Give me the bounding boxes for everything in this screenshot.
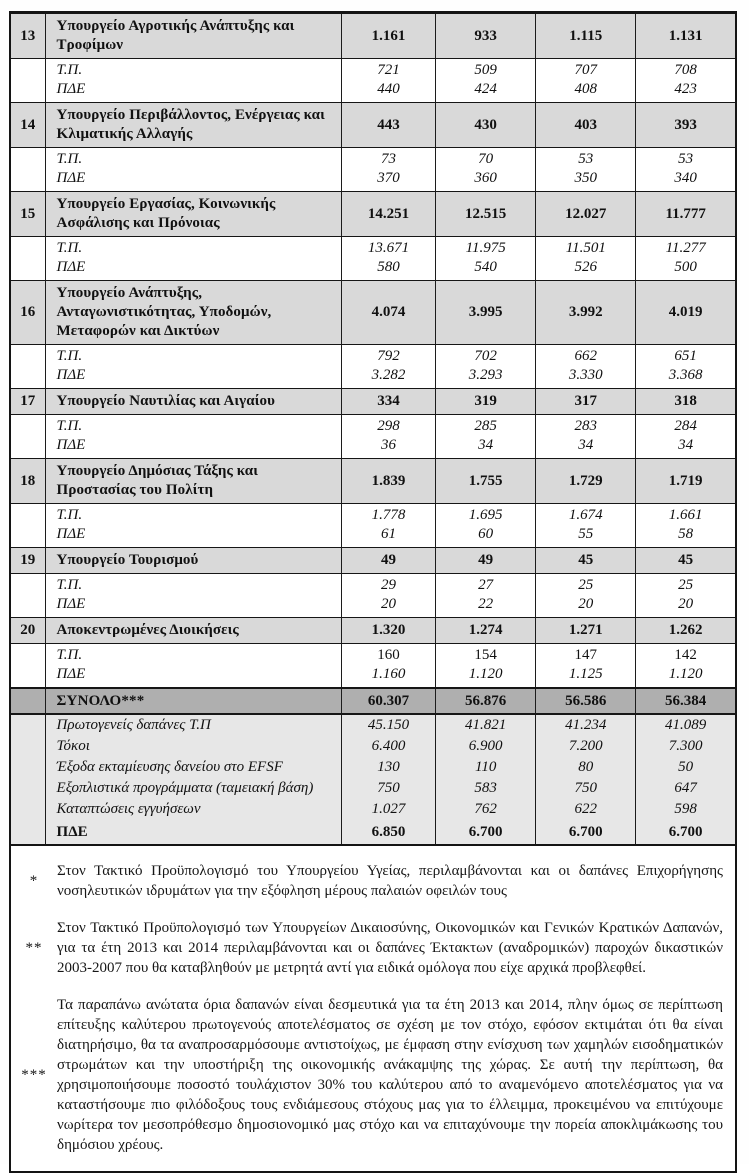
footnote bbox=[11, 918, 729, 978]
tp-row bbox=[11, 644, 735, 666]
tp-value: 651 bbox=[636, 345, 735, 367]
row-number: 20 bbox=[11, 618, 45, 644]
pde-row bbox=[11, 80, 735, 103]
summary-value: 750 bbox=[536, 778, 636, 799]
empty-cell bbox=[11, 714, 45, 736]
budget-total-value: 11.777 bbox=[636, 192, 735, 237]
budget-total-value: 1.839 bbox=[341, 459, 435, 504]
total-row bbox=[11, 688, 735, 714]
pde-value: 440 bbox=[341, 80, 435, 103]
tp-row bbox=[11, 345, 735, 367]
total-value: 56.876 bbox=[436, 688, 536, 714]
tp-row bbox=[11, 237, 735, 259]
summary-value: 41.821 bbox=[436, 714, 536, 736]
empty-cell bbox=[11, 757, 45, 778]
pde-value: 3.368 bbox=[636, 366, 735, 389]
empty-cell bbox=[11, 258, 45, 281]
budget-total-value: 317 bbox=[536, 389, 636, 415]
pde-row bbox=[11, 595, 735, 618]
tp-value: 708 bbox=[636, 59, 735, 81]
pde-value: 1.120 bbox=[636, 665, 735, 688]
summary-value: 80 bbox=[536, 757, 636, 778]
tp-value: 721 bbox=[341, 59, 435, 81]
ministry-row bbox=[11, 14, 735, 59]
pde-value: 500 bbox=[636, 258, 735, 281]
summary-value: 598 bbox=[636, 799, 735, 820]
footnote-text: Στον Τακτικό Προϋπολογισμό του Υπουργείου Υγείας, περιλαμβάνονται και οι δαπάνες Επιχορήγησης νοσηλευτικών ιδρυμάτων για την εξόφληση μέρους παλαιών οφειλών τους bbox=[57, 863, 723, 899]
summary-row bbox=[11, 757, 735, 778]
total-value: 56.384 bbox=[636, 688, 735, 714]
pde-value: 540 bbox=[436, 258, 536, 281]
budget-total-value: 12.515 bbox=[436, 192, 536, 237]
ministry-name: Υπουργείο Ανάπτυξης, Ανταγωνιστικότητας, Υποδομών, Μεταφορών και Δικτύων bbox=[45, 281, 341, 345]
empty-cell bbox=[11, 644, 45, 666]
tp-value: 11.277 bbox=[636, 237, 735, 259]
summary-label: Έξοδα εκταμίευσης δανείου στο EFSF bbox=[45, 757, 341, 778]
tp-label: Τ.Π. bbox=[45, 345, 341, 367]
footnote bbox=[11, 861, 729, 901]
pde-label: ΠΔΕ bbox=[45, 665, 341, 688]
summary-row bbox=[11, 736, 735, 757]
tp-value: 284 bbox=[636, 415, 735, 437]
ministry-name: Υπουργείο Ναυτιλίας και Αιγαίου bbox=[45, 389, 341, 415]
tp-value: 662 bbox=[536, 345, 636, 367]
tp-value: 11.975 bbox=[436, 237, 536, 259]
tp-label: Τ.Π. bbox=[45, 574, 341, 596]
pde-row bbox=[11, 436, 735, 459]
tp-value: 73 bbox=[341, 148, 435, 170]
tp-value: 25 bbox=[636, 574, 735, 596]
budget-total-value: 318 bbox=[636, 389, 735, 415]
ministry-row bbox=[11, 459, 735, 504]
budget-total-value: 393 bbox=[636, 103, 735, 148]
empty-cell bbox=[11, 665, 45, 688]
row-number: 16 bbox=[11, 281, 45, 345]
summary-row bbox=[11, 778, 735, 799]
summary-value: 6.900 bbox=[436, 736, 536, 757]
summary-value: 6.700 bbox=[636, 820, 735, 844]
summary-value: 130 bbox=[341, 757, 435, 778]
budget-total-value: 1.755 bbox=[436, 459, 536, 504]
empty-cell bbox=[11, 525, 45, 548]
footnote-marker: * bbox=[29, 872, 39, 889]
tp-value: 1.661 bbox=[636, 504, 735, 526]
pde-value: 3.293 bbox=[436, 366, 536, 389]
budget-total-value: 1.274 bbox=[436, 618, 536, 644]
budget-total-value: 1.115 bbox=[536, 14, 636, 59]
pde-row bbox=[11, 366, 735, 389]
empty-cell bbox=[11, 59, 45, 81]
ministry-name: Αποκεντρωμένες Διοικήσεις bbox=[45, 618, 341, 644]
budget-total-value: 443 bbox=[341, 103, 435, 148]
tp-label: Τ.Π. bbox=[45, 237, 341, 259]
ministry-group-20 bbox=[11, 618, 735, 689]
summary-label: Καταπτώσεις εγγυήσεων bbox=[45, 799, 341, 820]
pde-label: ΠΔΕ bbox=[45, 436, 341, 459]
summary-value: 750 bbox=[341, 778, 435, 799]
pde-value: 34 bbox=[536, 436, 636, 459]
tp-value: 27 bbox=[436, 574, 536, 596]
pde-label: ΠΔΕ bbox=[45, 258, 341, 281]
ministry-row bbox=[11, 192, 735, 237]
empty-cell bbox=[11, 504, 45, 526]
footnote-marker: *** bbox=[21, 1066, 47, 1083]
tp-value: 1.778 bbox=[341, 504, 435, 526]
tp-value: 147 bbox=[536, 644, 636, 666]
pde-value: 370 bbox=[341, 169, 435, 192]
ministry-row bbox=[11, 103, 735, 148]
budget-total-value: 1.320 bbox=[341, 618, 435, 644]
footnote-text: Τα παραπάνω ανώτατα όρια δαπανών είναι δεσμευτικά για τα έτη 2013 και 2014, πλην όμως σε περίπτωση επίτευξης καλύτερου πρωτογενούς αποτελέσματος σε σχέση με τον στόχο, εφόσον εκτιμάται ότι θα είναι διατηρήσιμο, θα τα αναπροσαρμόσουμε αντιστοίχως, με έμφαση στην ενίσχυση των χαμηλών εισοδηματικών στρωμάτων και την υποστήριξη της οικονομικής ανάκαμψης της χώρας. Σε αυτή την περίπτωση, θα χρησιμοποιήσουμε ποσοστό τουλάχιστον 30% του καλύτερου από το αναμενόμενο αποτελέσματος για να καταστήσουμε πιο φιλόδοξους τους ενδιάμεσους στόχους μας για το έλλειμμα, προκειμένου να επιτύχουμε νωρίτερα τον μεσοπρόθεσμο δημοσιονομικό μας στόχο και να επιταχύνουμε την πορεία αποκλιμάκωσης του δημόσιου χρέους. bbox=[57, 997, 723, 1153]
empty-cell bbox=[11, 574, 45, 596]
budget-total-value: 45 bbox=[636, 548, 735, 574]
tp-label: Τ.Π. bbox=[45, 644, 341, 666]
footnotes-section bbox=[11, 844, 735, 1171]
pde-value: 340 bbox=[636, 169, 735, 192]
tp-row bbox=[11, 415, 735, 437]
tp-value: 11.501 bbox=[536, 237, 636, 259]
summary-value: 41.234 bbox=[536, 714, 636, 736]
budget-total-value: 430 bbox=[436, 103, 536, 148]
ministry-group-16 bbox=[11, 281, 735, 389]
pde-label: ΠΔΕ bbox=[45, 366, 341, 389]
pde-value: 36 bbox=[341, 436, 435, 459]
empty-cell bbox=[11, 688, 45, 714]
total-label: ΣΥΝΟΛΟ*** bbox=[45, 688, 341, 714]
pde-label: ΠΔΕ bbox=[45, 595, 341, 618]
budget-table bbox=[11, 13, 735, 844]
total-value: 60.307 bbox=[341, 688, 435, 714]
ministry-name: Υπουργείο Εργασίας, Κοινωνικής Ασφάλισης και Πρόνοιας bbox=[45, 192, 341, 237]
summary-row bbox=[11, 714, 735, 736]
empty-cell bbox=[11, 436, 45, 459]
summary-section bbox=[11, 714, 735, 844]
empty-cell bbox=[11, 799, 45, 820]
tp-label: Τ.Π. bbox=[45, 59, 341, 81]
tp-value: 142 bbox=[636, 644, 735, 666]
pde-value: 60 bbox=[436, 525, 536, 548]
pde-label: ΠΔΕ bbox=[45, 169, 341, 192]
tp-value: 298 bbox=[341, 415, 435, 437]
tp-value: 53 bbox=[636, 148, 735, 170]
summary-value: 6.400 bbox=[341, 736, 435, 757]
budget-total-value: 1.729 bbox=[536, 459, 636, 504]
tp-row bbox=[11, 504, 735, 526]
ministry-group-18 bbox=[11, 459, 735, 548]
pde-value: 20 bbox=[341, 595, 435, 618]
budget-total-value: 1.262 bbox=[636, 618, 735, 644]
row-number: 15 bbox=[11, 192, 45, 237]
tp-label: Τ.Π. bbox=[45, 148, 341, 170]
footnote bbox=[11, 995, 729, 1155]
tp-row bbox=[11, 148, 735, 170]
row-number: 17 bbox=[11, 389, 45, 415]
tp-label: Τ.Π. bbox=[45, 504, 341, 526]
ministry-row bbox=[11, 389, 735, 415]
summary-value: 6.850 bbox=[341, 820, 435, 844]
summary-label: Τόκοι bbox=[45, 736, 341, 757]
pde-value: 22 bbox=[436, 595, 536, 618]
row-number: 13 bbox=[11, 14, 45, 59]
tp-value: 509 bbox=[436, 59, 536, 81]
summary-label: Εξοπλιστικά προγράμματα (ταμειακή βάση) bbox=[45, 778, 341, 799]
pde-row bbox=[11, 525, 735, 548]
budget-total-value: 1.271 bbox=[536, 618, 636, 644]
pde-label: ΠΔΕ bbox=[45, 525, 341, 548]
summary-value: 1.027 bbox=[341, 799, 435, 820]
tp-row bbox=[11, 574, 735, 596]
budget-total-value: 1.161 bbox=[341, 14, 435, 59]
empty-cell bbox=[11, 366, 45, 389]
tp-value: 707 bbox=[536, 59, 636, 81]
tp-value: 53 bbox=[536, 148, 636, 170]
pde-value: 408 bbox=[536, 80, 636, 103]
ministry-name: Υπουργείο Δημόσιας Τάξης και Προστασίας του Πολίτη bbox=[45, 459, 341, 504]
budget-total-value: 933 bbox=[436, 14, 536, 59]
empty-cell bbox=[11, 415, 45, 437]
tp-value: 702 bbox=[436, 345, 536, 367]
pde-row bbox=[11, 258, 735, 281]
budget-total-value: 3.995 bbox=[436, 281, 536, 345]
empty-cell bbox=[11, 820, 45, 844]
pde-value: 1.125 bbox=[536, 665, 636, 688]
summary-value: 762 bbox=[436, 799, 536, 820]
pde-value: 424 bbox=[436, 80, 536, 103]
pde-label: ΠΔΕ bbox=[45, 80, 341, 103]
ministry-name: Υπουργείο Τουρισμού bbox=[45, 548, 341, 574]
budget-total-value: 319 bbox=[436, 389, 536, 415]
summary-value: 647 bbox=[636, 778, 735, 799]
tp-value: 70 bbox=[436, 148, 536, 170]
summary-value: 7.300 bbox=[636, 736, 735, 757]
pde-value: 423 bbox=[636, 80, 735, 103]
empty-cell bbox=[11, 237, 45, 259]
pde-value: 34 bbox=[436, 436, 536, 459]
budget-total-value: 1.131 bbox=[636, 14, 735, 59]
pde-value: 526 bbox=[536, 258, 636, 281]
pde-value: 580 bbox=[341, 258, 435, 281]
pde-value: 34 bbox=[636, 436, 735, 459]
empty-cell bbox=[11, 148, 45, 170]
ministry-row bbox=[11, 548, 735, 574]
pde-value: 1.120 bbox=[436, 665, 536, 688]
tp-row bbox=[11, 59, 735, 81]
empty-cell bbox=[11, 595, 45, 618]
pde-value: 61 bbox=[341, 525, 435, 548]
ministry-group-17 bbox=[11, 389, 735, 459]
tp-value: 285 bbox=[436, 415, 536, 437]
budget-total-value: 14.251 bbox=[341, 192, 435, 237]
ministry-row bbox=[11, 618, 735, 644]
summary-value: 6.700 bbox=[536, 820, 636, 844]
footnote-text: Στον Τακτικό Προϋπολογισμό των Υπουργείων Δικαιοσύνης, Οικονομικών και Γενικών Κρατικών Δαπανών, για τα έτη 2013 και 2014 περιλαμβάνονται και οι δαπάνες Έκτακτων (αναδρομικών) παροχών δικαστικών 2003-2007 που θα καταβληθούν με μετρητά αντί για ειδικά ομόλογα που είχε αρχικά προβλεφθεί. bbox=[57, 920, 723, 976]
empty-cell bbox=[11, 169, 45, 192]
budget-total-value: 49 bbox=[436, 548, 536, 574]
pde-value: 58 bbox=[636, 525, 735, 548]
pde-row bbox=[11, 665, 735, 688]
tp-value: 1.695 bbox=[436, 504, 536, 526]
budget-total-value: 4.019 bbox=[636, 281, 735, 345]
tp-value: 13.671 bbox=[341, 237, 435, 259]
budget-total-value: 403 bbox=[536, 103, 636, 148]
summary-value: 45.150 bbox=[341, 714, 435, 736]
tp-value: 792 bbox=[341, 345, 435, 367]
summary-value: 41.089 bbox=[636, 714, 735, 736]
pde-value: 360 bbox=[436, 169, 536, 192]
total-section bbox=[11, 688, 735, 714]
summary-row bbox=[11, 799, 735, 820]
tp-value: 1.674 bbox=[536, 504, 636, 526]
empty-cell bbox=[11, 736, 45, 757]
ministry-row bbox=[11, 281, 735, 345]
empty-cell bbox=[11, 80, 45, 103]
summary-value: 6.700 bbox=[436, 820, 536, 844]
tp-value: 25 bbox=[536, 574, 636, 596]
row-number: 19 bbox=[11, 548, 45, 574]
tp-value: 160 bbox=[341, 644, 435, 666]
summary-value: 7.200 bbox=[536, 736, 636, 757]
tp-value: 29 bbox=[341, 574, 435, 596]
budget-total-value: 3.992 bbox=[536, 281, 636, 345]
budget-total-value: 334 bbox=[341, 389, 435, 415]
row-number: 14 bbox=[11, 103, 45, 148]
pde-value: 350 bbox=[536, 169, 636, 192]
row-number: 18 bbox=[11, 459, 45, 504]
pde-value: 20 bbox=[636, 595, 735, 618]
ministry-group-19 bbox=[11, 548, 735, 618]
total-value: 56.586 bbox=[536, 688, 636, 714]
tp-value: 283 bbox=[536, 415, 636, 437]
footnote-marker: ** bbox=[25, 939, 43, 956]
ministry-name: Υπουργείο Περιβάλλοντος, Ενέργειας και Κλιματικής Αλλαγής bbox=[45, 103, 341, 148]
pde-value: 3.282 bbox=[341, 366, 435, 389]
ministry-name: Υπουργείο Αγροτικής Ανάπτυξης και Τροφίμων bbox=[45, 14, 341, 59]
pde-value: 1.160 bbox=[341, 665, 435, 688]
summary-label: Πρωτογενείς δαπάνες Τ.Π bbox=[45, 714, 341, 736]
budget-total-value: 49 bbox=[341, 548, 435, 574]
budget-total-value: 4.074 bbox=[341, 281, 435, 345]
budget-table-container bbox=[9, 11, 737, 1173]
tp-value: 154 bbox=[436, 644, 536, 666]
pde-value: 20 bbox=[536, 595, 636, 618]
tp-label: Τ.Π. bbox=[45, 415, 341, 437]
pde-value: 55 bbox=[536, 525, 636, 548]
budget-total-value: 12.027 bbox=[536, 192, 636, 237]
summary-label: ΠΔΕ bbox=[45, 820, 341, 844]
empty-cell bbox=[11, 345, 45, 367]
summary-value: 583 bbox=[436, 778, 536, 799]
summary-value: 50 bbox=[636, 757, 735, 778]
ministry-group-13 bbox=[11, 14, 735, 103]
summary-row bbox=[11, 820, 735, 844]
summary-value: 622 bbox=[536, 799, 636, 820]
pde-row bbox=[11, 169, 735, 192]
ministry-group-14 bbox=[11, 103, 735, 192]
budget-total-value: 1.719 bbox=[636, 459, 735, 504]
pde-value: 3.330 bbox=[536, 366, 636, 389]
empty-cell bbox=[11, 778, 45, 799]
ministry-group-15 bbox=[11, 192, 735, 281]
summary-value: 110 bbox=[436, 757, 536, 778]
budget-total-value: 45 bbox=[536, 548, 636, 574]
